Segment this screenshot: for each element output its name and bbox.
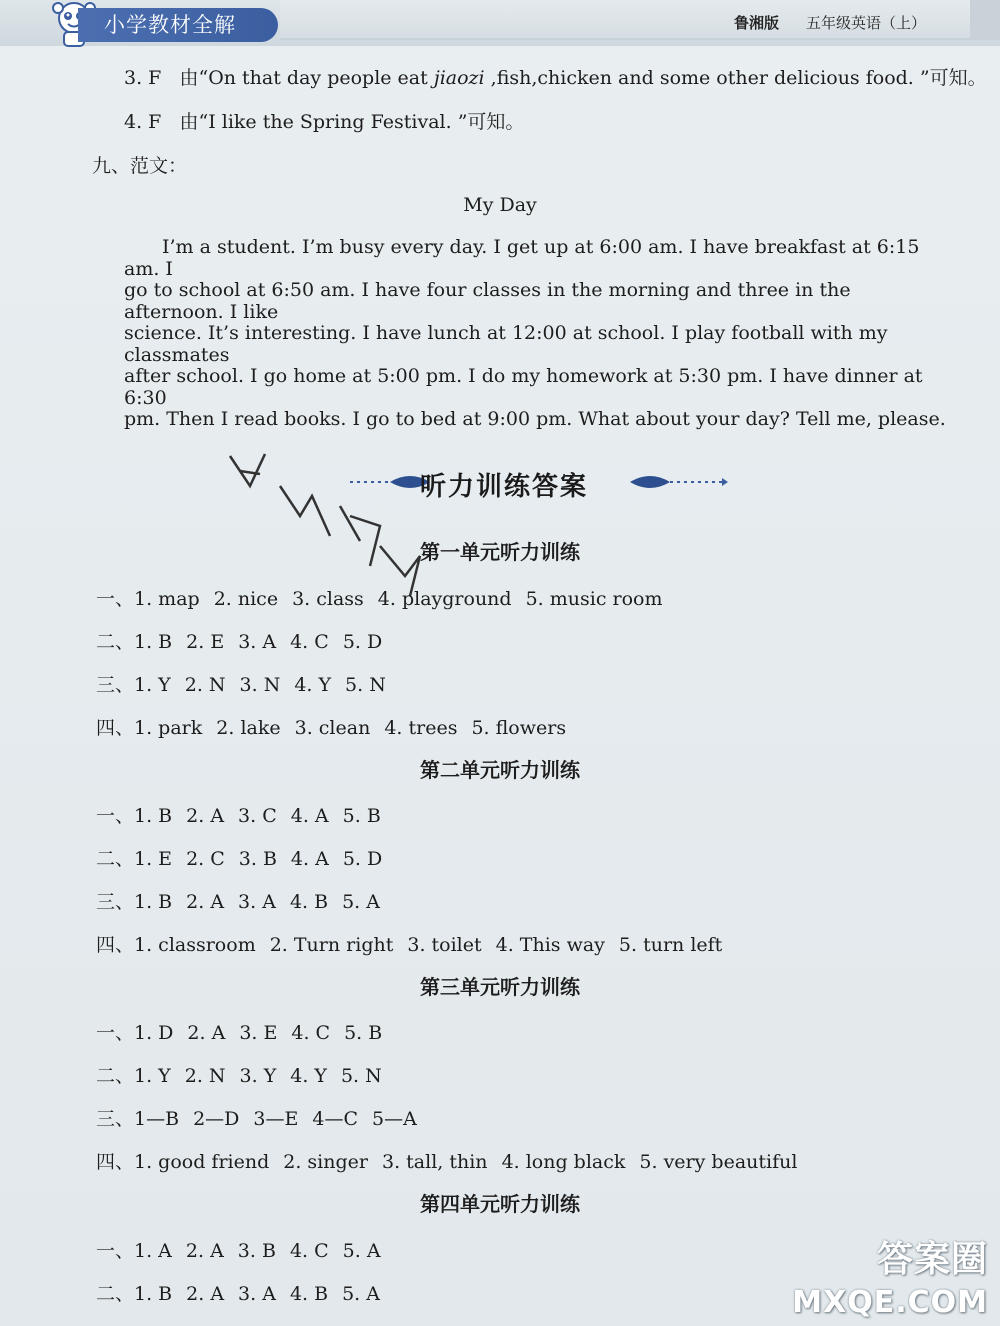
answer-text: 由“On that day people eat [179, 67, 434, 89]
answer-item: 3. C [238, 805, 277, 827]
edition-label: 鲁湘版 [734, 14, 780, 32]
answer-item: 2. E [186, 631, 225, 653]
answer-item: 3. clean [294, 717, 371, 739]
answer-item: 4. C [289, 1240, 329, 1262]
answer-row [96, 1236, 395, 1263]
answer-item: 3. A [238, 631, 277, 653]
answer-item: 5. very beautiful [639, 1151, 798, 1173]
answer-item: 2. singer [283, 1151, 368, 1173]
brand-title: 小学教材全解 [78, 8, 278, 42]
essay-line: science. It’s interesting. I have lunch at 12:00 at school. I play football with my classmates [124, 322, 888, 366]
row-label: 四、 [96, 934, 135, 956]
answer-item: 1. A [134, 1240, 172, 1262]
answer-italic-word: jiaozi [433, 67, 485, 89]
row-label: 一、 [96, 588, 135, 610]
answer-row [96, 584, 677, 611]
answer-item: 2. nice [213, 588, 279, 610]
answer-item: 5—A [372, 1108, 417, 1130]
answer-item: 1. E [134, 848, 173, 870]
answer-item: 1. B [134, 1283, 173, 1305]
row-label: 二、 [96, 1065, 135, 1087]
answer-row [96, 887, 394, 914]
answer-line-3 [124, 63, 987, 90]
answer-item: 2. N [184, 674, 226, 696]
answer-item: 4. long black [501, 1151, 626, 1173]
answer-item: 5. N [340, 1065, 382, 1087]
answer-item: 4. Y [294, 674, 332, 696]
answer-item: 1. classroom [134, 934, 256, 956]
answer-item: 4. B [289, 1283, 329, 1305]
watermark-logo-text: 答案圈 [876, 1239, 988, 1280]
answer-item: 3. tall, thin [382, 1151, 488, 1173]
row-label: 一、 [96, 1022, 135, 1044]
answer-item: 4. This way [495, 934, 605, 956]
answer-row [96, 1147, 811, 1174]
answer-item: 5. A [342, 1283, 380, 1305]
answer-item: 3. class [292, 588, 364, 610]
watermark-domain: MXQE.COM [792, 1285, 988, 1320]
answer-row [96, 1279, 394, 1306]
answer-row [96, 713, 580, 740]
answer-item: 5. music room [525, 588, 663, 610]
answer-item: 4. A [290, 805, 329, 827]
row-label: 二、 [96, 631, 135, 653]
answer-item: 5. A [342, 1240, 381, 1262]
answer-row [96, 1104, 431, 1131]
answer-item: 1. Y [134, 674, 171, 696]
answer-item: 5. flowers [471, 717, 567, 739]
grade-label: 五年级英语（上） [806, 14, 927, 32]
answer-item: 4. Y [290, 1065, 327, 1087]
answer-item: 5. D [342, 848, 383, 870]
row-label: 四、 [96, 1151, 135, 1173]
answer-item: 4. A [290, 848, 329, 870]
answer-row [96, 627, 396, 654]
answer-item: 4. trees [384, 717, 458, 739]
essay-title: My Day [463, 194, 537, 216]
answer-item: 5. A [342, 891, 380, 913]
answer-item: 1. B [134, 891, 173, 913]
answer-row [96, 670, 400, 697]
answer-item: 2—D [193, 1108, 240, 1130]
answer-item: 5. B [342, 805, 381, 827]
answer-number: 3. F [124, 67, 162, 89]
row-label: 三、 [96, 891, 135, 913]
answer-item: 3. B [238, 848, 277, 870]
answer-item: 2. A [187, 1022, 226, 1044]
row-label: 二、 [96, 1283, 135, 1305]
row-label: 三、 [96, 1108, 135, 1130]
section-9-label: 九、范文： [92, 155, 188, 177]
answer-item: 2. A [186, 805, 225, 827]
answer-text: 由“I like the Spring Festival. ”可知。 [179, 111, 525, 133]
essay-line: pm. Then I read books. I go to bed at 9:00 pm. What about your day? Tell me, please. [124, 408, 946, 430]
essay-line: after school. I go home at 5:00 pm. I do my homework at 5:30 pm. I have dinner at 6:30 [124, 365, 923, 409]
answer-item: 1. map [134, 588, 200, 610]
answer-item: 4. B [289, 891, 329, 913]
row-label: 一、 [96, 805, 135, 827]
answer-item: 2. A [186, 891, 225, 913]
answer-item: 1. B [134, 805, 173, 827]
answer-item: 3—E [253, 1108, 299, 1130]
unit-1-title: 第一单元听力训练 [420, 540, 580, 564]
answer-item: 4. C [291, 1022, 331, 1044]
essay-line: I’m a student. I’m busy every day. I get up at 6:00 am. I have breakfast at 6:15 am. I [124, 236, 920, 280]
answer-item: 3. B [237, 1240, 276, 1262]
answer-line-4 [124, 107, 524, 134]
answer-item: 2. A [186, 1283, 225, 1305]
answer-item: 2. A [185, 1240, 224, 1262]
row-label: 二、 [96, 848, 135, 870]
answer-item: 4. playground [377, 588, 512, 610]
answer-item: 5. turn left [618, 934, 723, 956]
answer-item: 3. E [239, 1022, 278, 1044]
answer-item: 3. N [239, 674, 281, 696]
answer-row [96, 930, 736, 957]
answer-item: 5. D [342, 631, 383, 653]
answer-item: 1. D [134, 1022, 174, 1044]
answer-item: 1. Y [134, 1065, 171, 1087]
answer-row [96, 844, 396, 871]
unit-3-title: 第三单元听力训练 [420, 975, 580, 999]
answer-number: 4. F [124, 111, 162, 133]
answer-item: 4. C [290, 631, 329, 653]
answer-item: 2. C [186, 848, 225, 870]
answer-item: 1. B [134, 631, 173, 653]
answer-item: 5. B [344, 1022, 383, 1044]
answer-row [96, 1061, 396, 1088]
unit-4-title: 第四单元听力训练 [420, 1192, 580, 1216]
answer-item: 1. park [134, 717, 203, 739]
answer-item: 2. Turn right [269, 934, 394, 956]
header-edge-tab [970, 0, 1000, 40]
essay-line: go to school at 6:50 am. I have four classes in the morning and three in the afternoon. I like [124, 279, 851, 323]
row-label: 一、 [96, 1240, 135, 1262]
answer-item: 1. good friend [134, 1151, 270, 1173]
answer-row [96, 801, 395, 828]
row-label: 三、 [96, 674, 135, 696]
answer-item: 3. Y [239, 1065, 277, 1087]
answer-text-tail: ,fish,chicken and some other delicious food. ”可知。 [484, 67, 987, 89]
answer-item: 3. A [238, 891, 276, 913]
row-label: 四、 [96, 717, 135, 739]
answer-row [96, 1018, 396, 1045]
answer-item: 5. N [345, 674, 386, 696]
unit-2-title: 第二单元听力训练 [420, 758, 580, 782]
answer-item: 3. A [238, 1283, 276, 1305]
answer-item: 2. N [184, 1065, 226, 1087]
answer-item: 3. toilet [407, 934, 482, 956]
answer-item: 1—B [134, 1108, 180, 1130]
answer-item: 4—C [312, 1108, 359, 1130]
listening-answers-title: 听力训练答案 [420, 472, 589, 502]
answer-item: 2. lake [216, 717, 281, 739]
